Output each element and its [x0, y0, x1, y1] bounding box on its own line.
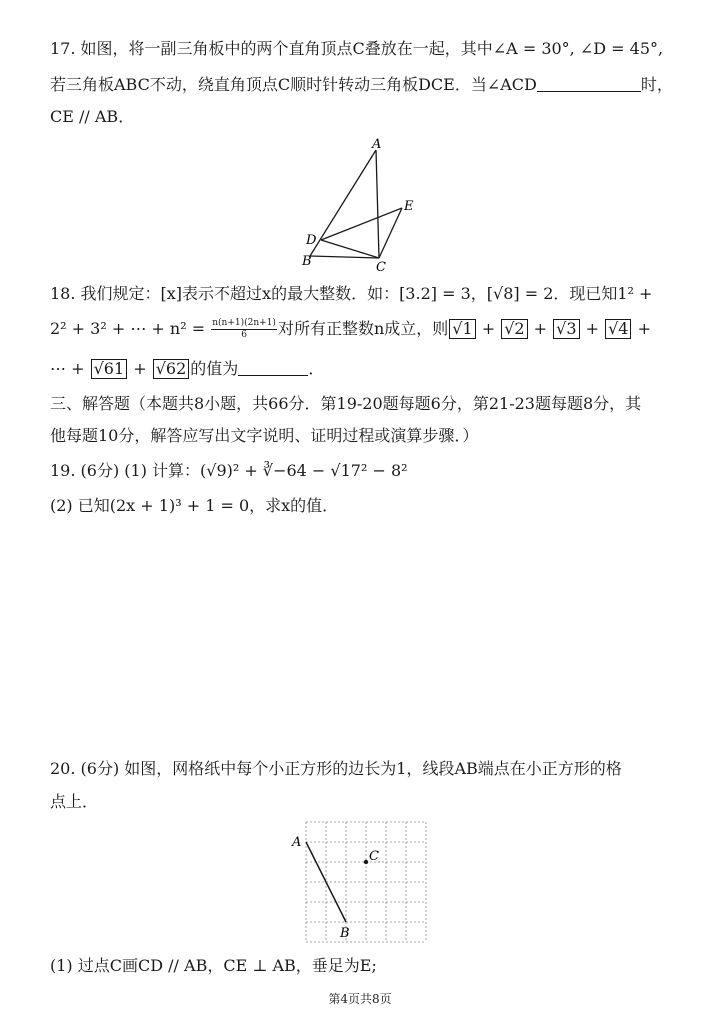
- label-b: B: [340, 926, 350, 941]
- q17-line2-prefix: 若三角板ABC不动，绕直角顶点C顺时针转动三角板DCE．当∠ACD: [50, 75, 537, 94]
- q20-sub1: (1) 过点C画CD // AB，CE ⊥ AB，垂足为E;: [50, 956, 377, 975]
- q20-line2: 点上．: [50, 792, 99, 811]
- grid-lines: [306, 822, 426, 942]
- q17-answer-blank[interactable]: [537, 75, 641, 92]
- label-c: C: [376, 260, 386, 274]
- section3-line2: 他每题10分，解答应写出文字说明、证明过程或演算步骤．）: [50, 426, 479, 445]
- q18-line3-end: 的值为: [190, 359, 239, 378]
- q17-triangle-figure: [300, 134, 430, 274]
- q20-grid-figure: [286, 818, 436, 946]
- q18-line3-start: ⋯ +: [50, 359, 85, 378]
- point-c: [364, 860, 368, 864]
- q18-sum-lhs: 2² + 3² + ⋯ + n² =: [50, 319, 206, 338]
- label-c: C: [369, 849, 379, 864]
- q18-sum-formula: [211, 318, 277, 341]
- q17-line1: 17. 如图，将一副三角板中的两个直角顶点C叠放在一起，其中∠A = 30°, ∠D = 45°,: [50, 39, 664, 58]
- q18-line2-mid: 对所有正整数n成立，则: [277, 319, 449, 338]
- q18-floor-4: √4: [605, 319, 631, 339]
- q17-line2-suffix: 时，: [640, 75, 673, 94]
- label-a: A: [372, 137, 382, 152]
- label-d: D: [306, 233, 317, 248]
- q17-line2: [50, 74, 673, 96]
- segment-dc: [321, 240, 379, 258]
- q18-line1: 18. 我们规定：[x]表示不超过x的最大整数．如：[3.2] = 3，[√8] = 2．现已知1² +: [50, 284, 653, 303]
- q17-line3: CE // AB．: [50, 107, 135, 126]
- q18-line2: 2² + 3² + ⋯ + n² = $\frac{n(n+1)(2n+1)}{6}$ 对所有正整数n成立，则 √1 + √2 + √3 + √4 +: [50, 318, 651, 340]
- q18-frac-num: n(n+1)(2n+1): [212, 318, 276, 328]
- q18-frac-den: 6: [241, 330, 247, 340]
- page-footer: 第4页共8页: [328, 992, 392, 1006]
- q18-floor-61: √61: [91, 359, 128, 379]
- q18-floor-3: √3: [553, 319, 579, 339]
- segment-ac: [376, 150, 379, 258]
- q19-part2: (2) 已知(2x + 1)³ + 1 = 0，求x的值．: [50, 496, 339, 515]
- segment-ab: [310, 150, 376, 256]
- q18-floor-62: √62: [153, 359, 190, 379]
- q18-answer-blank[interactable]: [238, 359, 308, 376]
- section3-line1: 三、解答题（本题共8小题，共66分．第19-20题每题6分，第21-23题每题8分，其: [50, 394, 642, 413]
- q18-period: ．: [308, 359, 325, 378]
- label-e: E: [404, 199, 414, 214]
- q18-line3: ⋯ + √61 + √62 的值为 ．: [50, 359, 325, 378]
- q19-part1: 19. (6分) (1) 计算：(√9)² + ∛−64 − √17² − 8²: [50, 461, 408, 480]
- label-a: A: [292, 835, 302, 850]
- q20-line1: 20. (6分) 如图，网格纸中每个小正方形的边长为1，线段AB端点在小正方形的格: [50, 759, 622, 778]
- label-b: B: [302, 254, 312, 269]
- q18-floor-2: √2: [501, 319, 527, 339]
- segment-bc: [310, 256, 379, 258]
- q18-floor-1: √1: [449, 319, 475, 339]
